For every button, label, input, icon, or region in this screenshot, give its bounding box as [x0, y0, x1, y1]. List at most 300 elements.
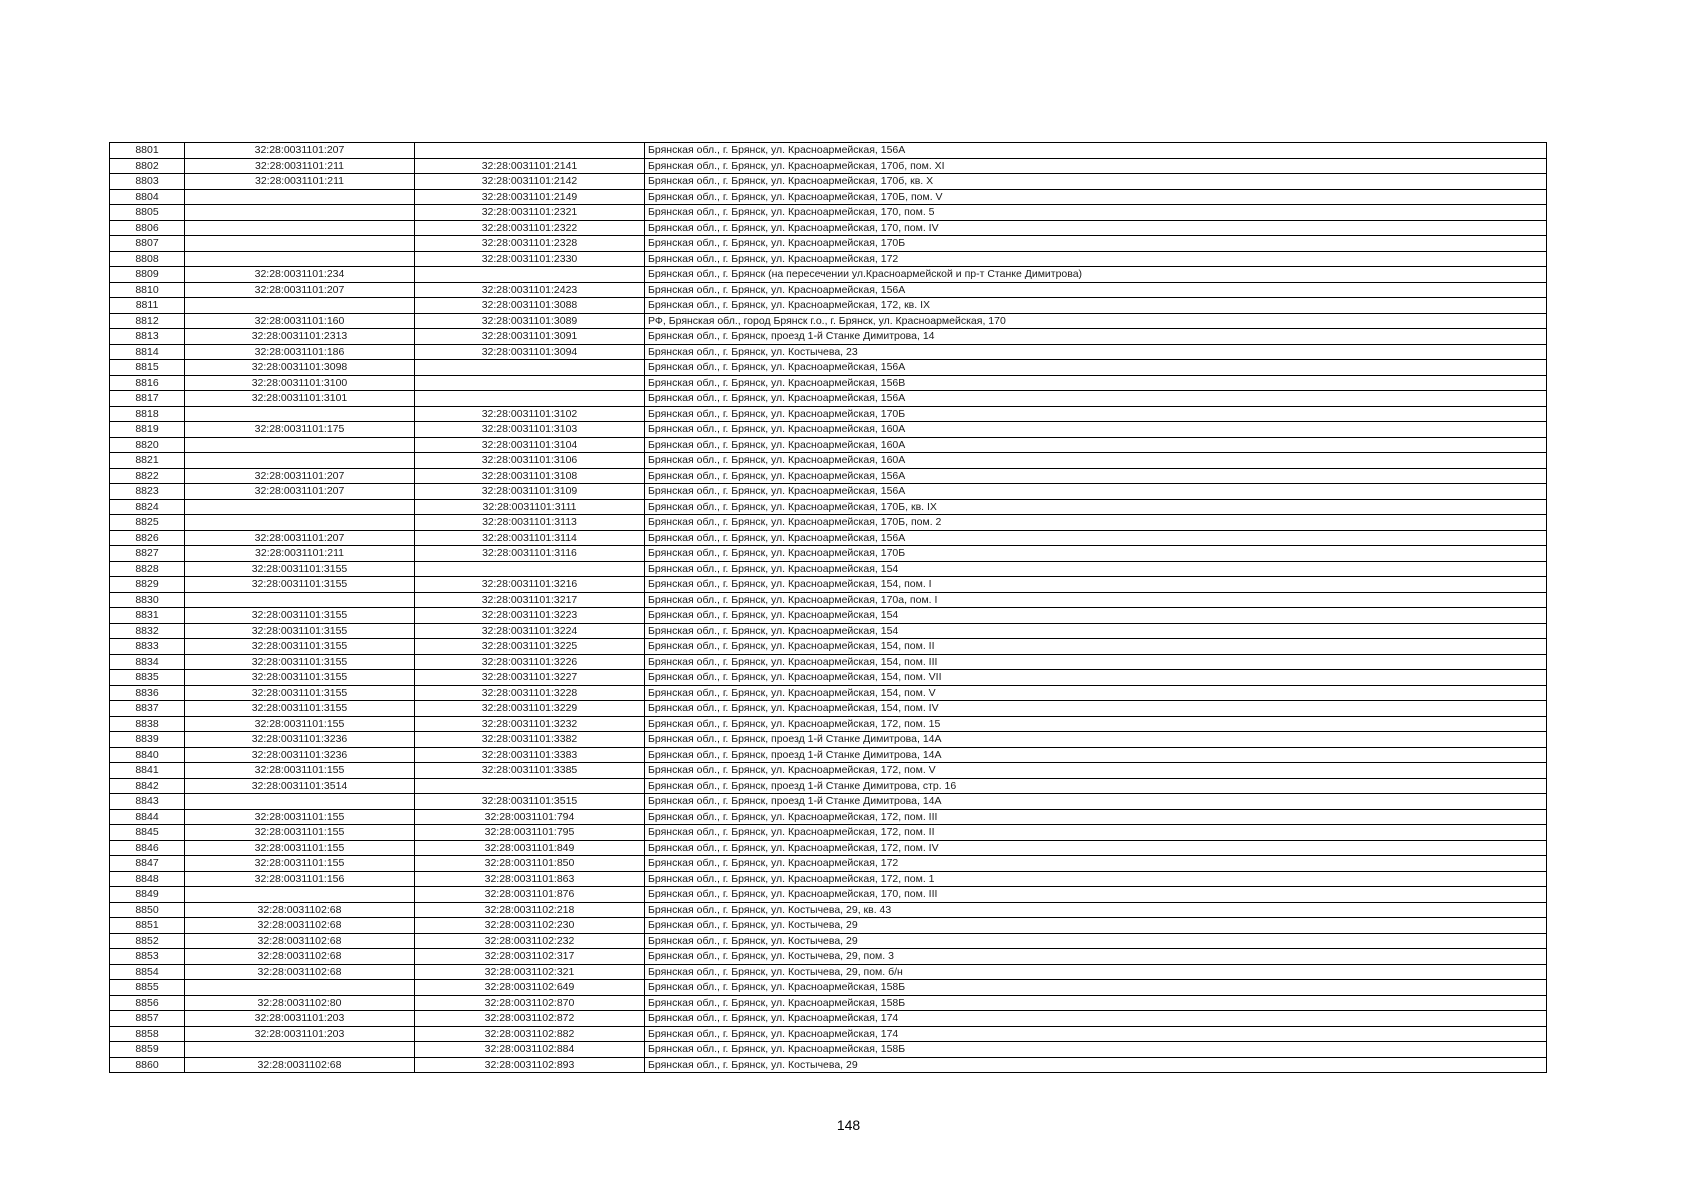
object-number-cell: 32:28:0031101:3104 [415, 437, 645, 453]
table-row [110, 313, 1547, 329]
table-row [110, 282, 1547, 298]
row-number-cell: 8854 [110, 964, 185, 980]
parcel-number-cell: 32:28:0031101:3236 [185, 747, 415, 763]
parcel-number-cell [185, 189, 415, 205]
row-number-cell: 8855 [110, 980, 185, 996]
parcel-number-cell [185, 406, 415, 422]
object-number-cell: 32:28:0031101:3088 [415, 298, 645, 314]
object-number-cell: 32:28:0031101:3217 [415, 592, 645, 608]
parcel-number-cell: 32:28:0031101:207 [185, 530, 415, 546]
address-cell: Брянская обл., г. Брянск, ул. Костычева, 29, пом. б/н [645, 964, 1547, 980]
table-row [110, 158, 1547, 174]
object-number-cell: 32:28:0031101:3223 [415, 608, 645, 624]
row-number-cell: 8833 [110, 639, 185, 655]
object-number-cell [415, 143, 645, 159]
row-number-cell: 8821 [110, 453, 185, 469]
parcel-number-cell [185, 980, 415, 996]
address-cell: Брянская обл., г. Брянск, ул. Красноармейская, 154, пом. I [645, 577, 1547, 593]
page-number: 148 [836, 1117, 861, 1133]
row-number-cell: 8828 [110, 561, 185, 577]
row-number-cell: 8806 [110, 220, 185, 236]
parcel-number-cell: 32:28:0031102:68 [185, 1057, 415, 1073]
address-cell: Брянская обл., г. Брянск, ул. Красноармейская, 174 [645, 1026, 1547, 1042]
parcel-number-cell: 32:28:0031101:156 [185, 871, 415, 887]
address-cell: Брянская обл., г. Брянск, ул. Красноармейская, 174 [645, 1011, 1547, 1027]
table-row [110, 1011, 1547, 1027]
address-cell: Брянская обл., г. Брянск, ул. Красноармейская, 156А [645, 484, 1547, 500]
table-row [110, 375, 1547, 391]
parcel-number-cell: 32:28:0031102:68 [185, 949, 415, 965]
object-number-cell: 32:28:0031101:3228 [415, 685, 645, 701]
object-number-cell: 32:28:0031102:321 [415, 964, 645, 980]
table-row [110, 747, 1547, 763]
object-number-cell: 32:28:0031102:882 [415, 1026, 645, 1042]
address-cell: Брянская обл., г. Брянск, ул. Красноармейская, 156А [645, 468, 1547, 484]
object-number-cell: 32:28:0031101:3109 [415, 484, 645, 500]
object-number-cell: 32:28:0031102:893 [415, 1057, 645, 1073]
table-row [110, 887, 1547, 903]
table-row [110, 716, 1547, 732]
row-number-cell: 8829 [110, 577, 185, 593]
address-cell: Брянская обл., г. Брянск, ул. Красноармейская, 154 [645, 623, 1547, 639]
row-number-cell: 8837 [110, 701, 185, 717]
object-number-cell: 32:28:0031101:794 [415, 809, 645, 825]
parcel-number-cell [185, 437, 415, 453]
row-number-cell: 8832 [110, 623, 185, 639]
object-number-cell: 32:28:0031101:2423 [415, 282, 645, 298]
row-number-cell: 8836 [110, 685, 185, 701]
address-cell: Брянская обл., г. Брянск, ул. Красноармейская, 156А [645, 530, 1547, 546]
parcel-number-cell: 32:28:0031101:3236 [185, 732, 415, 748]
table-row [110, 174, 1547, 190]
parcel-number-cell [185, 220, 415, 236]
address-cell: Брянская обл., г. Брянск, проезд 1-й Станке Димитрова, 14А [645, 794, 1547, 810]
object-number-cell: 32:28:0031101:3229 [415, 701, 645, 717]
row-number-cell: 8810 [110, 282, 185, 298]
row-number-cell: 8838 [110, 716, 185, 732]
row-number-cell: 8835 [110, 670, 185, 686]
parcel-number-cell: 32:28:0031102:68 [185, 964, 415, 980]
row-number-cell: 8859 [110, 1042, 185, 1058]
parcel-number-cell: 32:28:0031101:3155 [185, 639, 415, 655]
table-row [110, 918, 1547, 934]
row-number-cell: 8811 [110, 298, 185, 314]
address-cell: Брянская обл., г. Брянск, проезд 1-й Станке Димитрова, 14А [645, 732, 1547, 748]
address-cell: Брянская обл., г. Брянск, ул. Красноармейская, 172 [645, 251, 1547, 267]
object-number-cell: 32:28:0031101:2142 [415, 174, 645, 190]
object-number-cell: 32:28:0031101:3227 [415, 670, 645, 686]
table-row [110, 856, 1547, 872]
row-number-cell: 8830 [110, 592, 185, 608]
table-row [110, 1042, 1547, 1058]
row-number-cell: 8843 [110, 794, 185, 810]
address-cell: Брянская обл., г. Брянск, ул. Красноармейская, 172 [645, 856, 1547, 872]
row-number-cell: 8853 [110, 949, 185, 965]
parcel-number-cell: 32:28:0031101:211 [185, 546, 415, 562]
parcel-number-cell: 32:28:0031101:3155 [185, 670, 415, 686]
table-row [110, 499, 1547, 515]
address-cell: Брянская обл., г. Брянск, ул. Красноармейская, 172, кв. IX [645, 298, 1547, 314]
parcel-number-cell: 32:28:0031101:155 [185, 856, 415, 872]
table-row [110, 840, 1547, 856]
address-cell: Брянская обл., г. Брянск, ул. Красноармейская, 156А [645, 282, 1547, 298]
address-cell: Брянская обл., г. Брянск, ул. Костычева, 29, кв. 43 [645, 902, 1547, 918]
object-number-cell: 32:28:0031101:2321 [415, 205, 645, 221]
row-number-cell: 8816 [110, 375, 185, 391]
parcel-number-cell: 32:28:0031101:186 [185, 344, 415, 360]
parcel-number-cell: 32:28:0031101:160 [185, 313, 415, 329]
parcel-number-cell: 32:28:0031101:3155 [185, 608, 415, 624]
row-number-cell: 8831 [110, 608, 185, 624]
parcel-number-cell: 32:28:0031101:3100 [185, 375, 415, 391]
object-number-cell: 32:28:0031102:232 [415, 933, 645, 949]
object-number-cell: 32:28:0031101:3089 [415, 313, 645, 329]
table-row [110, 515, 1547, 531]
address-cell: Брянская обл., г. Брянск, ул. Костычева, 29, пом. 3 [645, 949, 1547, 965]
table-row [110, 608, 1547, 624]
row-number-cell: 8807 [110, 236, 185, 252]
address-cell: Брянская обл., г. Брянск, ул. Красноармейская, 170, пом. 5 [645, 205, 1547, 221]
table-row [110, 964, 1547, 980]
row-number-cell: 8801 [110, 143, 185, 159]
parcel-number-cell: 32:28:0031102:80 [185, 995, 415, 1011]
address-cell: Брянская обл., г. Брянск, ул. Красноармейская, 160А [645, 437, 1547, 453]
address-cell: Брянская обл., г. Брянск, ул. Красноармейская, 154, пом. IV [645, 701, 1547, 717]
object-number-cell: 32:28:0031101:3114 [415, 530, 645, 546]
parcel-number-cell [185, 1042, 415, 1058]
row-number-cell: 8824 [110, 499, 185, 515]
address-cell: Брянская обл., г. Брянск, ул. Красноармейская, 160А [645, 453, 1547, 469]
object-number-cell: 32:28:0031101:3385 [415, 763, 645, 779]
address-cell: Брянская обл., г. Брянск, ул. Красноармейская, 170Б [645, 546, 1547, 562]
object-number-cell [415, 561, 645, 577]
table-row [110, 453, 1547, 469]
address-cell: Брянская обл., г. Брянск, ул. Красноармейская, 170а, пом. I [645, 592, 1547, 608]
parcel-number-cell [185, 499, 415, 515]
address-cell: Брянская обл., г. Брянск, ул. Красноармейская, 154, пом. III [645, 654, 1547, 670]
table-row [110, 329, 1547, 345]
table-row [110, 205, 1547, 221]
table-row [110, 809, 1547, 825]
parcel-number-cell: 32:28:0031101:155 [185, 809, 415, 825]
address-cell: Брянская обл., г. Брянск, проезд 1-й Станке Димитрова, стр. 16 [645, 778, 1547, 794]
address-cell: Брянская обл., г. Брянск, ул. Красноармейская, 154, пом. V [645, 685, 1547, 701]
row-number-cell: 8852 [110, 933, 185, 949]
address-cell: Брянская обл., г. Брянск, ул. Красноармейская, 170Б, пом. 2 [645, 515, 1547, 531]
parcel-number-cell: 32:28:0031101:234 [185, 267, 415, 283]
object-number-cell: 32:28:0031101:3108 [415, 468, 645, 484]
row-number-cell: 8844 [110, 809, 185, 825]
row-number-cell: 8860 [110, 1057, 185, 1073]
object-number-cell: 32:28:0031102:870 [415, 995, 645, 1011]
parcel-number-cell: 32:28:0031101:207 [185, 484, 415, 500]
registry-table-body [110, 143, 1547, 1073]
parcel-number-cell [185, 453, 415, 469]
object-number-cell: 32:28:0031101:3113 [415, 515, 645, 531]
parcel-number-cell: 32:28:0031101:3155 [185, 577, 415, 593]
table-row [110, 995, 1547, 1011]
table-row [110, 267, 1547, 283]
object-number-cell [415, 375, 645, 391]
parcel-number-cell: 32:28:0031101:3098 [185, 360, 415, 376]
row-number-cell: 8848 [110, 871, 185, 887]
parcel-number-cell [185, 205, 415, 221]
row-number-cell: 8815 [110, 360, 185, 376]
address-cell: Брянская обл., г. Брянск, ул. Костычева, 23 [645, 344, 1547, 360]
parcel-number-cell: 32:28:0031101:175 [185, 422, 415, 438]
object-number-cell: 32:28:0031101:3116 [415, 546, 645, 562]
address-cell: Брянская обл., г. Брянск, ул. Красноармейская, 170Б [645, 236, 1547, 252]
address-cell: Брянская обл., г. Брянск, ул. Красноармейская, 170, пом. III [645, 887, 1547, 903]
table-row [110, 251, 1547, 267]
table-row [110, 298, 1547, 314]
object-number-cell: 32:28:0031101:3515 [415, 794, 645, 810]
row-number-cell: 8808 [110, 251, 185, 267]
object-number-cell: 32:28:0031101:3225 [415, 639, 645, 655]
table-row [110, 143, 1547, 159]
object-number-cell: 32:28:0031101:2149 [415, 189, 645, 205]
address-cell: Брянская обл., г. Брянск, ул. Красноармейская, 154, пом. VII [645, 670, 1547, 686]
object-number-cell: 32:28:0031101:3102 [415, 406, 645, 422]
row-number-cell: 8845 [110, 825, 185, 841]
object-number-cell: 32:28:0031101:2322 [415, 220, 645, 236]
parcel-number-cell: 32:28:0031101:3155 [185, 701, 415, 717]
object-number-cell: 32:28:0031102:317 [415, 949, 645, 965]
object-number-cell: 32:28:0031101:3383 [415, 747, 645, 763]
parcel-number-cell: 32:28:0031101:207 [185, 143, 415, 159]
object-number-cell [415, 391, 645, 407]
row-number-cell: 8812 [110, 313, 185, 329]
row-number-cell: 8817 [110, 391, 185, 407]
table-row [110, 437, 1547, 453]
address-cell: Брянская обл., г. Брянск, ул. Красноармейская, 158Б [645, 1042, 1547, 1058]
row-number-cell: 8840 [110, 747, 185, 763]
object-number-cell: 32:28:0031101:2330 [415, 251, 645, 267]
row-number-cell: 8849 [110, 887, 185, 903]
object-number-cell: 32:28:0031101:3226 [415, 654, 645, 670]
table-row [110, 546, 1547, 562]
table-row [110, 933, 1547, 949]
parcel-number-cell: 32:28:0031101:211 [185, 158, 415, 174]
address-cell: Брянская обл., г. Брянск, ул. Костычева, 29 [645, 933, 1547, 949]
object-number-cell: 32:28:0031101:3111 [415, 499, 645, 515]
table-row [110, 422, 1547, 438]
address-cell: Брянская обл., г. Брянск, ул. Красноармейская, 170, пом. IV [645, 220, 1547, 236]
parcel-number-cell: 32:28:0031101:3101 [185, 391, 415, 407]
table-row [110, 1026, 1547, 1042]
object-number-cell: 32:28:0031101:3224 [415, 623, 645, 639]
object-number-cell: 32:28:0031101:3106 [415, 453, 645, 469]
row-number-cell: 8856 [110, 995, 185, 1011]
parcel-number-cell: 32:28:0031101:155 [185, 825, 415, 841]
object-number-cell: 32:28:0031101:876 [415, 887, 645, 903]
table-row [110, 763, 1547, 779]
table-row [110, 561, 1547, 577]
table-row [110, 949, 1547, 965]
row-number-cell: 8858 [110, 1026, 185, 1042]
object-number-cell: 32:28:0031101:850 [415, 856, 645, 872]
table-row [110, 980, 1547, 996]
table-row [110, 391, 1547, 407]
parcel-number-cell: 32:28:0031101:211 [185, 174, 415, 190]
object-number-cell [415, 360, 645, 376]
parcel-number-cell: 32:28:0031101:207 [185, 468, 415, 484]
row-number-cell: 8842 [110, 778, 185, 794]
parcel-number-cell [185, 887, 415, 903]
parcel-number-cell: 32:28:0031101:2313 [185, 329, 415, 345]
parcel-number-cell: 32:28:0031101:155 [185, 840, 415, 856]
parcel-number-cell: 32:28:0031101:3155 [185, 685, 415, 701]
address-cell: Брянская обл., г. Брянск, ул. Красноармейская, 160А [645, 422, 1547, 438]
row-number-cell: 8847 [110, 856, 185, 872]
address-cell: Брянская обл., г. Брянск, ул. Костычева, 29 [645, 1057, 1547, 1073]
table-row [110, 592, 1547, 608]
table-row [110, 577, 1547, 593]
table-row [110, 654, 1547, 670]
row-number-cell: 8857 [110, 1011, 185, 1027]
parcel-number-cell [185, 236, 415, 252]
object-number-cell: 32:28:0031101:2328 [415, 236, 645, 252]
object-number-cell [415, 267, 645, 283]
parcel-number-cell: 32:28:0031101:155 [185, 763, 415, 779]
parcel-number-cell: 32:28:0031102:68 [185, 902, 415, 918]
object-number-cell: 32:28:0031101:3103 [415, 422, 645, 438]
object-number-cell [415, 778, 645, 794]
object-number-cell: 32:28:0031101:3382 [415, 732, 645, 748]
address-cell: Брянская обл., г. Брянск, проезд 1-й Станке Димитрова, 14А [645, 747, 1547, 763]
object-number-cell: 32:28:0031101:863 [415, 871, 645, 887]
row-number-cell: 8814 [110, 344, 185, 360]
parcel-number-cell: 32:28:0031101:3155 [185, 654, 415, 670]
address-cell: Брянская обл., г. Брянск, ул. Красноармейская, 156В [645, 375, 1547, 391]
address-cell: Брянская обл., г. Брянск, ул. Костычева, 29 [645, 918, 1547, 934]
address-cell: Брянская обл., г. Брянск, проезд 1-й Станке Димитрова, 14 [645, 329, 1547, 345]
parcel-number-cell [185, 592, 415, 608]
row-number-cell: 8827 [110, 546, 185, 562]
object-number-cell: 32:28:0031101:3232 [415, 716, 645, 732]
object-number-cell: 32:28:0031102:230 [415, 918, 645, 934]
parcel-number-cell: 32:28:0031102:68 [185, 933, 415, 949]
parcel-number-cell: 32:28:0031101:203 [185, 1026, 415, 1042]
table-row [110, 778, 1547, 794]
table-row [110, 794, 1547, 810]
table-row [110, 468, 1547, 484]
address-cell: Брянская обл., г. Брянск, ул. Красноармейская, 172, пом. II [645, 825, 1547, 841]
parcel-number-cell: 32:28:0031101:3155 [185, 561, 415, 577]
address-cell: Брянская обл., г. Брянск, ул. Красноармейская, 156А [645, 143, 1547, 159]
row-number-cell: 8846 [110, 840, 185, 856]
address-cell: Брянская обл., г. Брянск, ул. Красноармейская, 172, пом. III [645, 809, 1547, 825]
object-number-cell: 32:28:0031101:3091 [415, 329, 645, 345]
row-number-cell: 8850 [110, 902, 185, 918]
row-number-cell: 8826 [110, 530, 185, 546]
object-number-cell: 32:28:0031102:218 [415, 902, 645, 918]
row-number-cell: 8839 [110, 732, 185, 748]
row-number-cell: 8819 [110, 422, 185, 438]
parcel-number-cell [185, 251, 415, 267]
row-number-cell: 8841 [110, 763, 185, 779]
address-cell: Брянская обл., г. Брянск, ул. Красноармейская, 172, пом. 1 [645, 871, 1547, 887]
address-cell: Брянская обл., г. Брянск, ул. Красноармейская, 170б, кв. X [645, 174, 1547, 190]
parcel-number-cell: 32:28:0031102:68 [185, 918, 415, 934]
row-number-cell: 8834 [110, 654, 185, 670]
address-cell: Брянская обл., г. Брянск, ул. Красноармейская, 170Б [645, 406, 1547, 422]
table-row [110, 701, 1547, 717]
address-cell: Брянская обл., г. Брянск, ул. Красноармейская, 156А [645, 360, 1547, 376]
row-number-cell: 8805 [110, 205, 185, 221]
table-row [110, 732, 1547, 748]
parcel-number-cell: 32:28:0031101:207 [185, 282, 415, 298]
table-row [110, 902, 1547, 918]
row-number-cell: 8823 [110, 484, 185, 500]
row-number-cell: 8825 [110, 515, 185, 531]
object-number-cell: 32:28:0031101:849 [415, 840, 645, 856]
object-number-cell: 32:28:0031102:884 [415, 1042, 645, 1058]
table-row [110, 1057, 1547, 1073]
parcel-number-cell: 32:28:0031101:3155 [185, 623, 415, 639]
address-cell: Брянская обл., г. Брянск, ул. Красноармейская, 156А [645, 391, 1547, 407]
row-number-cell: 8818 [110, 406, 185, 422]
parcel-number-cell [185, 298, 415, 314]
object-number-cell: 32:28:0031101:3094 [415, 344, 645, 360]
object-number-cell: 32:28:0031102:872 [415, 1011, 645, 1027]
table-row [110, 639, 1547, 655]
address-cell: Брянская обл., г. Брянск, ул. Красноармейская, 154, пом. II [645, 639, 1547, 655]
table-row [110, 623, 1547, 639]
object-number-cell: 32:28:0031102:649 [415, 980, 645, 996]
address-cell: Брянская обл., г. Брянск, ул. Красноармейская, 172, пом. 15 [645, 716, 1547, 732]
address-cell: Брянская обл., г. Брянск, ул. Красноармейская, 158Б [645, 995, 1547, 1011]
address-cell: Брянская обл., г. Брянск, ул. Красноармейская, 154 [645, 561, 1547, 577]
table-row [110, 484, 1547, 500]
row-number-cell: 8803 [110, 174, 185, 190]
table-row [110, 406, 1547, 422]
object-number-cell: 32:28:0031101:2141 [415, 158, 645, 174]
table-row [110, 670, 1547, 686]
table-row [110, 871, 1547, 887]
address-cell: Брянская обл., г. Брянск, ул. Красноармейская, 170Б, пом. V [645, 189, 1547, 205]
table-row [110, 360, 1547, 376]
address-cell: Брянская обл., г. Брянск, ул. Красноармейская, 170Б, кв. IX [645, 499, 1547, 515]
table-row [110, 236, 1547, 252]
parcel-number-cell: 32:28:0031101:155 [185, 716, 415, 732]
row-number-cell: 8851 [110, 918, 185, 934]
address-cell: Брянская обл., г. Брянск, ул. Красноармейская, 172, пом. IV [645, 840, 1547, 856]
parcel-number-cell: 32:28:0031101:203 [185, 1011, 415, 1027]
object-number-cell: 32:28:0031101:795 [415, 825, 645, 841]
table-row [110, 220, 1547, 236]
address-cell: РФ, Брянская обл., город Брянск г.о., г. Брянск, ул. Красноармейская, 170 [645, 313, 1547, 329]
parcel-number-cell [185, 515, 415, 531]
table-row [110, 344, 1547, 360]
address-cell: Брянская обл., г. Брянск, ул. Красноармейская, 158Б [645, 980, 1547, 996]
address-cell: Брянская обл., г. Брянск (на пересечении ул.Красноармейской и пр-т Станке Димитрова) [645, 267, 1547, 283]
row-number-cell: 8802 [110, 158, 185, 174]
row-number-cell: 8804 [110, 189, 185, 205]
cadastral-registry-table [109, 142, 1547, 1073]
table-row [110, 685, 1547, 701]
table-row [110, 530, 1547, 546]
table-row [110, 825, 1547, 841]
parcel-number-cell [185, 794, 415, 810]
parcel-number-cell: 32:28:0031101:3514 [185, 778, 415, 794]
address-cell: Брянская обл., г. Брянск, ул. Красноармейская, 170б, пом. XI [645, 158, 1547, 174]
row-number-cell: 8822 [110, 468, 185, 484]
table-row [110, 189, 1547, 205]
address-cell: Брянская обл., г. Брянск, ул. Красноармейская, 172, пом. V [645, 763, 1547, 779]
address-cell: Брянская обл., г. Брянск, ул. Красноармейская, 154 [645, 608, 1547, 624]
row-number-cell: 8820 [110, 437, 185, 453]
